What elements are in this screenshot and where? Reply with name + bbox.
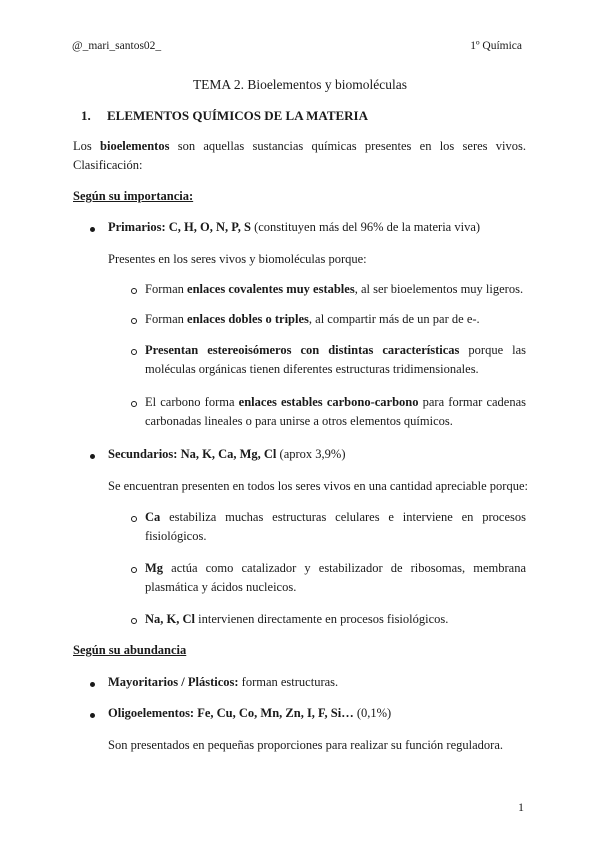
subitem-bold: Presentan estereoisómeros con distintas características xyxy=(145,343,460,357)
secundarios-intro: Se encuentran presenten en todos los seres vivos en una cantidad apreciable porque: xyxy=(108,479,528,493)
bullet-circle xyxy=(131,288,137,294)
bullet-dot xyxy=(90,227,95,232)
mayoritarios-note: forman estructuras. xyxy=(238,675,339,689)
abundancia-heading: Según su abundancia xyxy=(73,643,187,657)
mayoritarios-label: Mayoritarios / Plásticos: xyxy=(108,675,239,689)
subitem-post: para formar cadenas carbonadas lineales o para unirse a otros elementos químicos. xyxy=(145,395,527,428)
secundarios-subitem xyxy=(145,508,526,546)
primarios-subitem xyxy=(145,341,526,379)
bullet-dot xyxy=(90,454,95,459)
bullet-circle xyxy=(131,618,137,624)
subitem-pre: Forman xyxy=(145,312,188,326)
bullet-dot xyxy=(90,713,95,718)
page-title-text: TEMA 2. Bioelementos y biomoléculas xyxy=(192,77,408,92)
importancia-heading: Según su importancia: xyxy=(73,189,194,203)
subitem-pre: Forman xyxy=(145,282,188,296)
section-heading xyxy=(81,108,368,124)
oligo-note: (0,1%) xyxy=(353,706,392,720)
secundarios-note: (aprox 3,9%) xyxy=(276,447,346,461)
oligo-text: Son presentados en pequeñas proporciones para realizar su función reguladora. xyxy=(108,738,503,752)
secundarios-subitem xyxy=(145,559,526,597)
subitem-bold: enlaces covalentes muy estables xyxy=(187,282,355,296)
section-heading-text: ELEMENTOS QUÍMICOS DE LA MATERIA xyxy=(107,108,369,123)
subitem-post: , al ser bioelementos muy ligeros. xyxy=(354,282,524,296)
bullet-circle xyxy=(131,318,137,324)
primarios-label: Primarios: C, H, O, N, P, S xyxy=(108,220,251,234)
subitem-post: , al compartir más de un par de e-. xyxy=(308,312,480,326)
secundarios-label: Secundarios: Na, K, Ca, Mg, Cl xyxy=(108,447,277,461)
header-course: 1º Química xyxy=(470,40,522,52)
oligo-item xyxy=(108,704,528,723)
subitem-post: estabiliza muchas estructuras celulares e interviene en procesos fisiológicos. xyxy=(145,510,526,543)
page-title xyxy=(0,77,600,93)
primarios-item xyxy=(108,218,528,237)
primarios-intro: Presentes en los seres vivos y biomoléculas porque: xyxy=(108,252,367,266)
primarios-subitem xyxy=(145,280,526,299)
bullet-circle xyxy=(131,401,137,407)
subitem-post: intervienen directamente en procesos fisiológicos. xyxy=(195,612,449,626)
subitem-bold: Ca xyxy=(145,510,161,524)
secundarios-item xyxy=(108,445,528,464)
primarios-subitem xyxy=(145,393,526,431)
subitem-bold: enlaces dobles o triples xyxy=(187,312,309,326)
bullet-circle xyxy=(131,567,137,573)
mayoritarios-item xyxy=(108,673,528,692)
subitem-bold: Na, K, Cl xyxy=(145,612,195,626)
secundarios-subitem xyxy=(145,610,526,629)
subitem-bold: Mg xyxy=(145,561,164,575)
oligo-label: Oligoelementos: Fe, Cu, Co, Mn, Zn, I, F, Si… xyxy=(108,706,354,720)
bullet-circle xyxy=(131,516,137,522)
subitem-bold: enlaces estables carbono-carbono xyxy=(238,395,419,409)
intro-bold: bioelementos xyxy=(100,139,170,153)
section-number: 1. xyxy=(81,108,91,123)
page-number: 1 xyxy=(518,800,524,814)
primarios-note: (constituyen más del 96% de la materia viva) xyxy=(250,220,481,234)
subitem-post: actúa como catalizador y estabilizador de ribosomas, membrana plasmática y ácidos nucleicos. xyxy=(145,561,526,594)
intro-post: son aquellas sustancias químicas presentes en los seres vivos. Clasificación: xyxy=(73,139,526,172)
primarios-subitem xyxy=(145,310,526,329)
bullet-dot xyxy=(90,682,95,687)
subitem-pre: El carbono forma xyxy=(145,395,239,409)
bullet-circle xyxy=(131,349,137,355)
intro-pre: Los xyxy=(73,139,101,153)
subitem-post: porque las moléculas orgánicas tienen diferentes estructuras tridimensionales. xyxy=(145,343,526,376)
intro-paragraph xyxy=(73,137,526,175)
header-author: @_mari_santos02_ xyxy=(72,40,162,52)
